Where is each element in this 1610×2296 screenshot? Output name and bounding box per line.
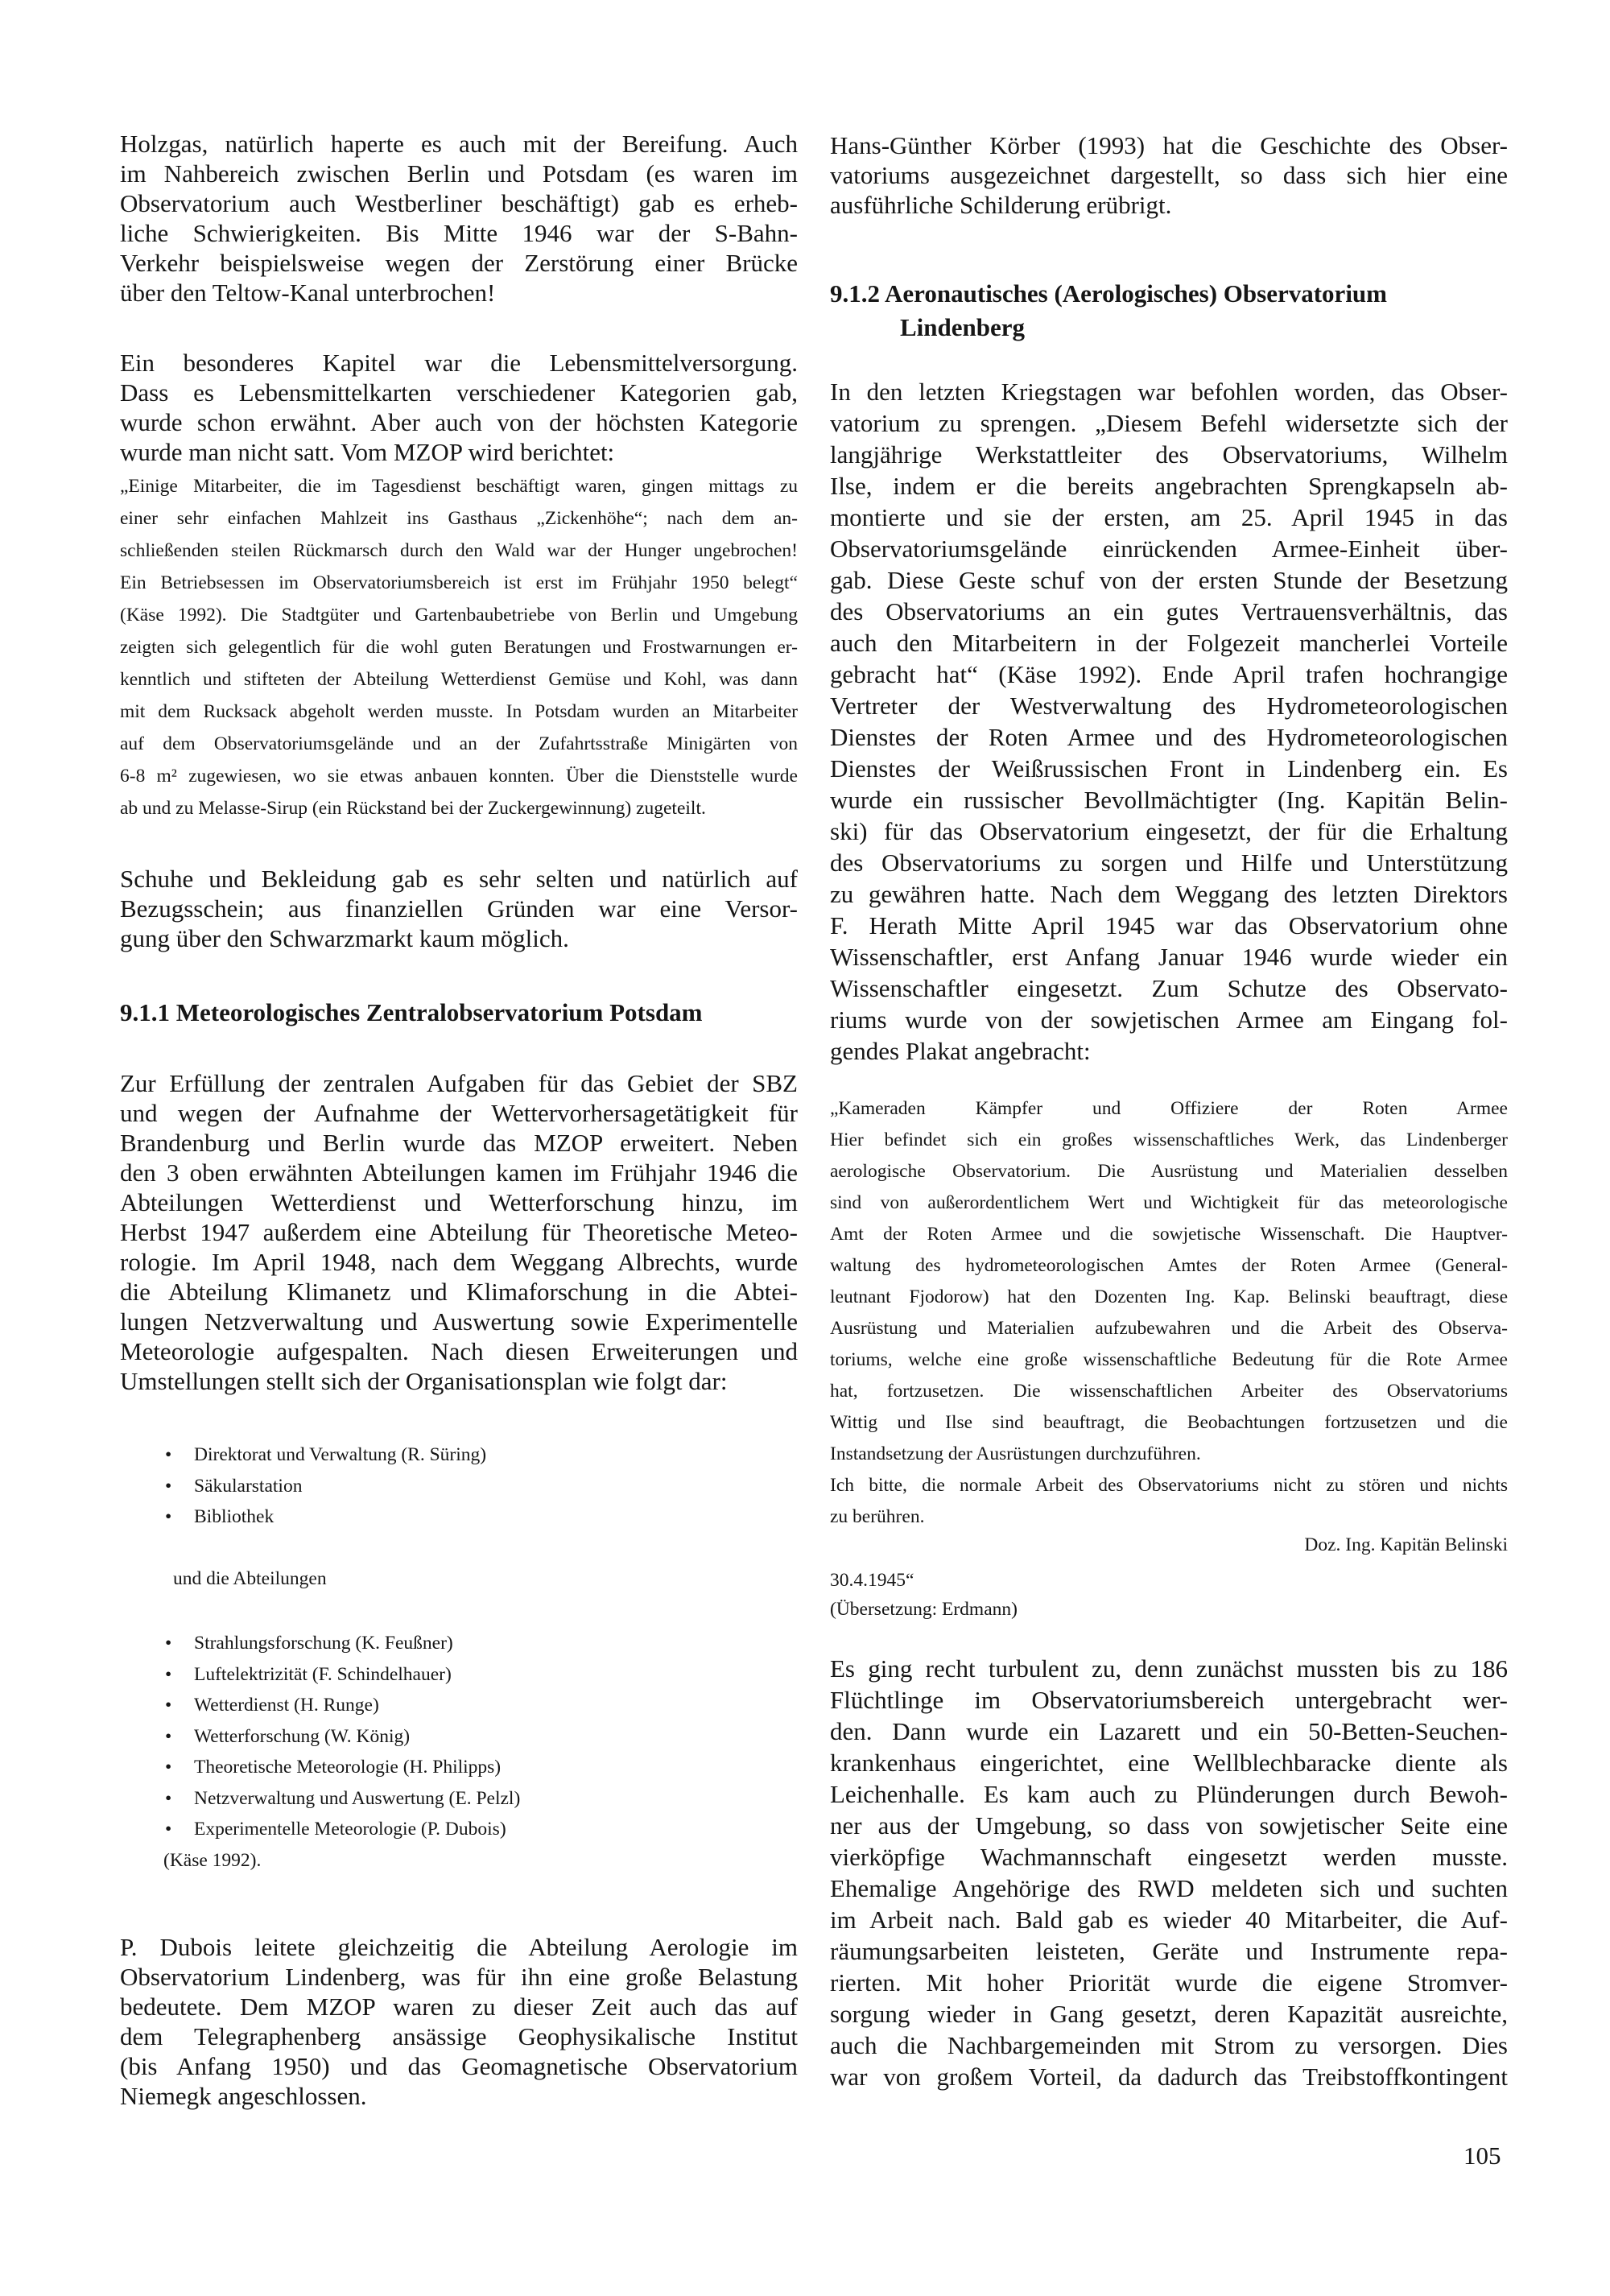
list-item — [165, 1783, 520, 1815]
text-line: Herbst 1947 außerdem eine Abteilung für Theoretische Meteo- — [120, 1218, 798, 1246]
text-line: „Einige Mitarbeiter, die im Tagesdienst beschäftigt waren, gingen mittags zu — [120, 476, 798, 497]
text-line: sind von außerordentlichem Wert und Wichtigkeit für das meteorologische — [830, 1192, 1508, 1213]
text-line: die Abteilung Klimanetz und Klimaforschung in die Abtei- — [120, 1278, 798, 1306]
quote-poster — [830, 1093, 1508, 1470]
text-line: Wissenschaftler, erst Anfang Januar 1946 wurde wieder ein — [830, 943, 1508, 971]
text-line: Meteorologie aufgespalten. Nach diesen Erweiterungen und — [120, 1337, 798, 1365]
text-line: Dass es Lebensmittelkarten verschiedener Kategorien gab, — [120, 378, 798, 407]
text-line: (bis Anfang 1950) und das Geomagnetische Observatorium — [120, 2052, 798, 2080]
quote-poster-request — [830, 1470, 1508, 1533]
text-line: Observatorium auch Westberliner beschäftigt) gab es erheb- — [120, 189, 798, 217]
text-line: zu berühren. — [830, 1506, 925, 1527]
text-line: Amt der Roten Armee und die sowjetische Wissenschaft. Die Hauptver- — [830, 1224, 1508, 1245]
text-line: Bezugsschein; aus finanziellen Gründen war eine Versor- — [120, 894, 798, 923]
text-line: Dienstes der Roten Armee und des Hydrometeorologischen — [830, 723, 1508, 751]
quote-mzop-report — [120, 470, 798, 824]
bullet-icon: • — [165, 1695, 172, 1716]
text-line: sorgung wieder in Gang gesetzt, deren Kapazität ausreichte, — [830, 2000, 1508, 2028]
text-line: gab. Diese Geste schuf von der ersten Stunde der Besetzung — [830, 566, 1508, 594]
text-line: zu gewähren hatte. Nach dem Weggang des letzten Direktors — [830, 880, 1508, 908]
text-line: gung über den Schwarzmarkt kaum möglich. — [120, 924, 569, 952]
list-item — [165, 1814, 520, 1845]
section-heading-9-1-1: 9.1.1 Meteorologisches Zentralobservatorium Potsdam — [120, 998, 703, 1026]
page-number: 105 — [1463, 2141, 1501, 2170]
bullet-icon: • — [165, 1725, 172, 1747]
list-item — [165, 1628, 520, 1659]
list-item — [165, 1501, 486, 1533]
list-item — [165, 1659, 520, 1691]
text-line: P. Dubois leitete gleichzeitig die Abteilung Aerologie im — [120, 1933, 798, 1961]
text-line: Wissenschaftler eingesetzt. Zum Schutze des Observato- — [830, 974, 1508, 1002]
text-line: Ich bitte, die normale Arbeit des Observatoriums nicht zu stören und nichts — [830, 1475, 1508, 1496]
text-line: auf dem Observatoriumsgelände und an der Zufahrtsstraße Minigärten von — [120, 733, 798, 754]
list-item-label: Luftelektrizität (F. Schindelhauer) — [194, 1663, 452, 1685]
text-line: „Kameraden Kämpfer und Offiziere der Roten Armee — [830, 1098, 1508, 1119]
text-line: auch den Mitarbeitern in der Folgezeit mancherlei Vorteile — [830, 629, 1508, 657]
text-line: riums wurde von der sowjetischen Armee am Eingang fol- — [830, 1006, 1508, 1034]
text-line: Brandenburg und Berlin wurde das MZOP erweitert. Neben — [120, 1129, 798, 1157]
bullet-icon: • — [165, 1787, 172, 1809]
text-line: des Observatoriums an ein gutes Vertrauensverhältnis, das — [830, 597, 1508, 626]
heading-line-1: 9.1.2 Aeronautisches (Aerologisches) Observatorium — [830, 279, 1387, 308]
section-heading-9-1-2 — [830, 277, 1508, 345]
paragraph-koerber — [830, 130, 1508, 220]
text-line: ner aus der Umgebung, so dass von sowjetischer Seite eine — [830, 1811, 1508, 1840]
text-line: ausführliche Schilderung erübrigt. — [830, 191, 1172, 219]
text-line: über den Teltow-Kanal unterbrochen! — [120, 279, 496, 307]
text-line: toriums, welche eine große wissenschaftliche Bedeutung für die Rote Armee — [830, 1349, 1508, 1370]
list-source: (Käse 1992). — [163, 1850, 262, 1871]
text-line: auch die Nachbargemeinden mit Strom zu versorgen. Dies — [830, 2031, 1508, 2059]
text-line: Abteilungen Wetterdienst und Wetterforschung hinzu, im — [120, 1188, 798, 1216]
text-line: wurde ein russischer Bevollmächtigter (Ing. Kapitän Belin- — [830, 786, 1508, 814]
text-line: Holzgas, natürlich haperte es auch mit der Bereifung. Auch — [120, 130, 798, 158]
text-line: lungen Netzverwaltung und Auswertung sowie Experimentelle — [120, 1307, 798, 1336]
list-item-label: Direktorat und Verwaltung (R. Süring) — [194, 1444, 487, 1465]
text-line: Es ging recht turbulent zu, denn zunächst mussten bis zu 186 — [830, 1654, 1508, 1683]
list-intro: und die Abteilungen — [173, 1568, 327, 1589]
text-line: im Nahbereich zwischen Berlin und Potsdam (es waren im — [120, 159, 798, 188]
list-item — [165, 1690, 520, 1721]
text-line: montierte und sie der ersten, am 25. April 1945 in das — [830, 503, 1508, 531]
text-line: Vertreter der Westverwaltung des Hydrometeorologischen — [830, 692, 1508, 720]
text-line: krankenhaus eingerichtet, eine Wellblechbaracke diente als — [830, 1749, 1508, 1777]
text-line: ski) für das Observatorium eingesetzt, der für die Erhaltung — [830, 817, 1508, 845]
text-line: Zur Erfüllung der zentralen Aufgaben für das Gebiet der SBZ — [120, 1069, 798, 1097]
list-item-label: Wetterdienst (H. Runge) — [194, 1695, 379, 1716]
paragraph-food-supply — [120, 348, 798, 467]
list-item-label: Strahlungsforschung (K. Feußner) — [194, 1633, 453, 1654]
bullet-icon: • — [165, 1444, 172, 1465]
org-list-departments — [165, 1628, 520, 1845]
text-line: aerologische Observatorium. Die Ausrüstung und Materialien desselben — [830, 1161, 1508, 1182]
paragraph-mzop-expansion — [120, 1068, 798, 1396]
list-item-label: Bibliothek — [194, 1506, 275, 1527]
text-line: wurde man nicht satt. Vom MZOP wird berichtet: — [120, 438, 615, 466]
text-line: Hier befindet sich ein großes wissenschaftliches Werk, das Lindenberger — [830, 1129, 1508, 1150]
paragraph-transport — [120, 129, 798, 308]
bullet-icon: • — [165, 1819, 172, 1840]
list-item-label: Theoretische Meteorologie (H. Philipps) — [194, 1757, 502, 1778]
text-line: waltung des hydrometeorologischen Amtes der Roten Armee (General- — [830, 1255, 1508, 1276]
text-line: Observatoriumsgelände einrückenden Armee-Einheit über- — [830, 535, 1508, 563]
text-line: Wittig und Ilse sind beauftragt, die Beobachtungen fortzusetzen und die — [830, 1412, 1508, 1433]
text-line: (Käse 1992). Die Stadtgüter und Gartenbaubetriebe von Berlin und Umgebung — [120, 605, 798, 626]
text-line: des Observatoriums zu sorgen und Hilfe und Unterstützung — [830, 849, 1508, 877]
text-line: vierköpfige Wachmannschaft eingesetzt werden musste. — [830, 1843, 1508, 1871]
poster-signature: Doz. Ing. Kapitän Belinski — [1304, 1534, 1508, 1555]
text-line: ab und zu Melasse-Sirup (ein Rückstand bei der Zuckergewinnung) zugeteilt. — [120, 798, 706, 819]
text-line: war von großem Vorteil, da dadurch das Treibstoffkontingent — [830, 2063, 1508, 2091]
text-line: Instandsetzung der Ausrüstungen durchzuführen. — [830, 1443, 1201, 1464]
text-line: Schuhe und Bekleidung gab es sehr selten und natürlich auf — [120, 865, 798, 893]
list-item-label: Säkularstation — [194, 1475, 303, 1497]
text-line: liche Schwierigkeiten. Bis Mitte 1946 war der S-Bahn- — [120, 219, 798, 247]
paragraph-lindenberg-history — [830, 376, 1508, 1067]
text-line: leutnant Fjodorow) hat den Dozenten Ing. Kap. Belinski beauftragt, diese — [830, 1286, 1508, 1307]
list-item-label: Netzverwaltung und Auswertung (E. Pelzl) — [194, 1787, 521, 1809]
text-line: rierten. Mit hoher Priorität wurde die eigene Stromver- — [830, 1968, 1508, 1997]
text-line: Dienstes der Weißrussischen Front in Lindenberg ein. Es — [830, 754, 1508, 783]
text-line: hat, fortzusetzen. Die wissenschaftlichen Arbeiter des Observatoriums — [830, 1381, 1508, 1402]
text-line: Niemegk angeschlossen. — [120, 2082, 367, 2110]
text-line: Observatorium Lindenberg, was für ihn eine große Belastung — [120, 1963, 798, 1991]
text-line: einer sehr einfachen Mahlzeit ins Gasthaus „Zickenhöhe“; nach dem an- — [120, 508, 798, 529]
text-line: Leichenhalle. Es kam auch zu Plünderungen durch Bewoh- — [830, 1780, 1508, 1808]
paragraph-dubois — [120, 1932, 798, 2111]
bullet-icon: • — [165, 1757, 172, 1778]
list-item-label: Wetterforschung (W. König) — [194, 1725, 411, 1747]
poster-date: 30.4.1945“ — [830, 1570, 914, 1591]
text-line: Ehemalige Angehörige des RWD meldeten sich und suchten — [830, 1874, 1508, 1902]
text-line: Ein Betriebsessen im Observatoriumsbereich ist erst im Frühjahr 1950 belegt“ — [120, 572, 798, 593]
bullet-icon: • — [165, 1633, 172, 1654]
text-line: Ein besonderes Kapitel war die Lebensmittelversorgung. — [120, 349, 798, 377]
text-line: im Arbeit nach. Bald gab es wieder 40 Mitarbeiter, die Auf- — [830, 1906, 1508, 1934]
list-item — [165, 1439, 486, 1471]
text-line: bedeutete. Dem MZOP waren zu dieser Zeit auch das auf — [120, 1992, 798, 2021]
org-list-1 — [165, 1439, 486, 1533]
text-line: langjährige Werkstattleiter des Observatoriums, Wilhelm — [830, 440, 1508, 469]
text-line: Flüchtlinge im Observatoriumsbereich untergebracht wer- — [830, 1686, 1508, 1714]
text-line: mit dem Rucksack abgeholt werden musste. In Potsdam wurden an Mitarbeiter — [120, 701, 798, 722]
list-item-label: Experimentelle Meteorologie (P. Dubois) — [194, 1819, 506, 1840]
text-line: den. Dann wurde ein Lazarett und ein 50-Betten-Seuchen- — [830, 1717, 1508, 1745]
paragraph-clothing — [120, 864, 798, 953]
text-line: rologie. Im April 1948, nach dem Weggang Albrechts, wurde — [120, 1248, 798, 1276]
bullet-icon: • — [165, 1663, 172, 1685]
bullet-icon: • — [165, 1506, 172, 1527]
list-item — [165, 1752, 520, 1783]
text-line: Verkehr beispielsweise wegen der Zerstörung einer Brücke — [120, 249, 798, 277]
text-line: schließenden steilen Rückmarsch durch den Wald war der Hunger ungebrochen! — [120, 540, 798, 561]
list-item — [165, 1471, 486, 1502]
text-line: In den letzten Kriegstagen war befohlen worden, das Obser- — [830, 378, 1508, 406]
list-item — [165, 1721, 520, 1753]
text-line: und wegen der Aufnahme der Wettervorhersagetätigkeit für — [120, 1099, 798, 1127]
text-line: vatoriums ausgezeichnet dargestellt, so dass sich hier eine — [830, 161, 1508, 189]
text-line: Umstellungen stellt sich der Organisationsplan wie folgt dar: — [120, 1367, 728, 1395]
text-line: den 3 oben erwähnten Abteilungen kamen im Frühjahr 1946 die — [120, 1158, 798, 1187]
text-line: dem Telegraphenberg ansässige Geophysikalische Institut — [120, 2022, 798, 2050]
text-line: Ilse, indem er die bereits angebrachten Sprengkapseln ab- — [830, 472, 1508, 500]
text-line: gebracht hat“ (Käse 1992). Ende April trafen hochrangige — [830, 660, 1508, 688]
text-line: kenntlich und stifteten der Abteilung Wetterdienst Gemüse und Kohl, was dann — [120, 669, 798, 690]
text-line: gendes Plakat angebracht: — [830, 1037, 1091, 1065]
paragraph-postwar-turbulence — [830, 1653, 1508, 2092]
text-line: vatorium zu sprengen. „Diesem Befehl widersetzte sich der — [830, 409, 1508, 437]
text-line: wurde schon erwähnt. Aber auch von der höchsten Kategorie — [120, 408, 798, 436]
text-line: F. Herath Mitte April 1945 war das Observatorium ohne — [830, 911, 1508, 939]
text-line: Ausrüstung und Materialien aufzubewahren und die Arbeit des Observa- — [830, 1318, 1508, 1339]
translation-credit: (Übersetzung: Erdmann) — [830, 1599, 1018, 1620]
heading-line-2: Lindenberg — [900, 313, 1026, 341]
text-line: zeigten sich gelegentlich für die wohl guten Beratungen und Frostwarnungen er- — [120, 637, 798, 658]
text-line: räumungsarbeiten leisteten, Geräte und Instrumente repa- — [830, 1937, 1508, 1965]
text-line: Hans-Günther Körber (1993) hat die Geschichte des Obser- — [830, 131, 1508, 159]
bullet-icon: • — [165, 1475, 172, 1497]
text-line: 6-8 m² zugewiesen, wo sie etwas anbauen konnten. Über die Dienststelle wurde — [120, 766, 798, 787]
